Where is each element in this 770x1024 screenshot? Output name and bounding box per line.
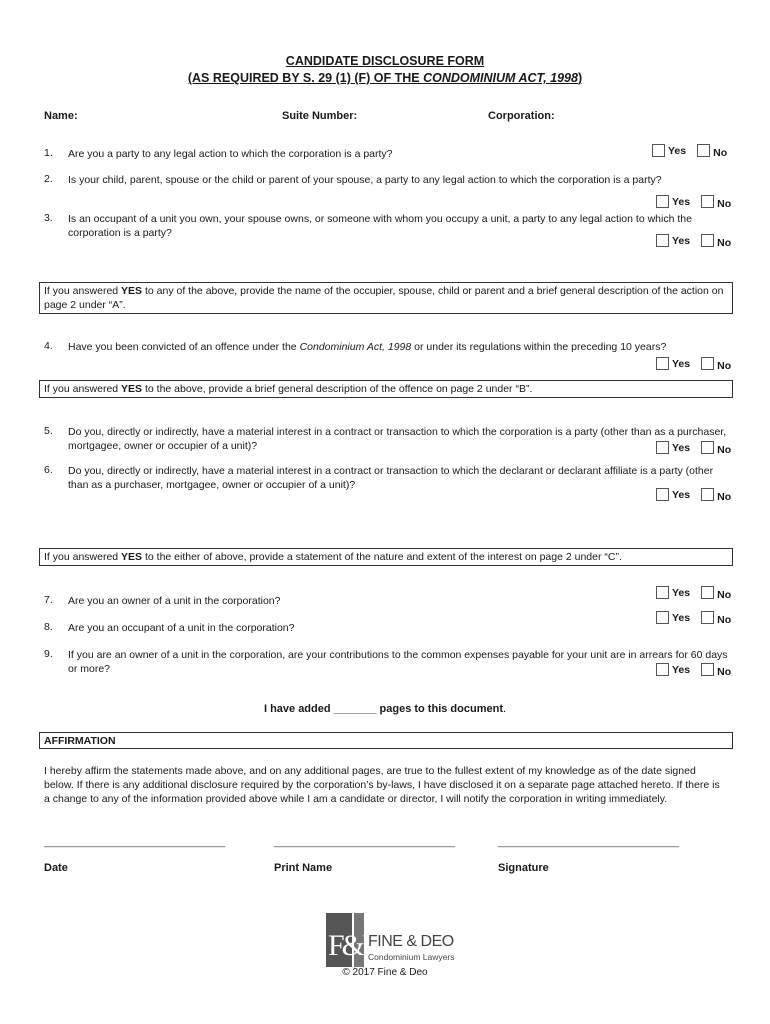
yes-label: Yes: [668, 145, 687, 157]
yes-label: Yes: [672, 664, 691, 676]
no-label: No: [713, 147, 728, 159]
date-line[interactable]: _______________________________: [44, 836, 226, 848]
q8-options: [656, 611, 731, 624]
print-name-line[interactable]: _______________________________: [274, 836, 456, 848]
signature-line[interactable]: _______________________________: [498, 836, 680, 848]
firm-name: FINE & DEO: [368, 933, 454, 950]
pages-added-text: I have added _______ pages to this document: [263, 703, 503, 715]
name-label: Name:: [44, 110, 78, 122]
q4-text-post: or under its regulations within the preceding 10 years?: [411, 341, 667, 353]
form-title: CANDIDATE DISCLOSURE FORM: [285, 54, 485, 68]
pages-added-line: [0, 703, 770, 715]
q1-text: Are you a party to any legal action to which the corporation is a party?: [68, 148, 393, 160]
q4-text-pre: Have you been convicted of an offence under the: [68, 341, 300, 353]
notice-c-yes: YES: [121, 551, 143, 563]
q1-yes-checkbox[interactable]: [652, 144, 665, 157]
yes-label: Yes: [672, 489, 691, 501]
notice-c-pre: If you answered: [44, 551, 122, 563]
copyright: © 2017 Fine & Deo: [342, 967, 428, 978]
q7-options: [656, 586, 731, 599]
q4-text: [68, 340, 733, 354]
pages-added-period: .: [502, 703, 507, 715]
no-label: No: [717, 589, 732, 601]
q8-no-checkbox[interactable]: [701, 611, 714, 624]
notice-a-post: to any of the above, provide the name of the occupier, spouse, child or parent and a brief general description of the action on page 2 under “A”.: [44, 285, 724, 311]
print-name-label: Print Name: [274, 862, 333, 874]
yes-label: Yes: [672, 612, 691, 624]
notice-b: [39, 380, 733, 398]
q1-options: [652, 144, 727, 157]
q8-text: Are you an occupant of a unit in the corporation?: [68, 622, 295, 634]
q1-number: 1.: [44, 147, 53, 159]
q4-options: [656, 357, 731, 370]
q5-text: Do you, directly or indirectly, have a material interest in a contract or transaction to which the corporation is a party (other than as a purchaser, mortgagee, owner or occupier of a unit)?: [68, 426, 727, 452]
q4-no-checkbox[interactable]: [701, 357, 714, 370]
affirmation-heading: AFFIRMATION: [39, 732, 733, 749]
q4-number: 4.: [44, 340, 53, 352]
no-label: No: [717, 360, 732, 372]
corporation-label: Corporation:: [488, 110, 555, 122]
logo-letters: F&D: [328, 929, 381, 962]
notice-a-pre: If you answered: [44, 285, 122, 297]
q6-number: 6.: [44, 464, 53, 476]
q8-number: 8.: [44, 621, 53, 633]
q9-no-checkbox[interactable]: [701, 663, 714, 676]
q9-options: [656, 663, 731, 676]
q1-no-checkbox[interactable]: [697, 144, 710, 157]
no-label: No: [717, 198, 732, 210]
q3-text: Is an occupant of a unit you own, your spouse owns, or someone with whom you occupy a unit, a party to any legal action to which the corporation is a party?: [68, 213, 692, 239]
q7-no-checkbox[interactable]: [701, 586, 714, 599]
q6-text: Do you, directly or indirectly, have a material interest in a contract or transaction to which the declarant or declarant affiliate is a party (other than as a purchaser, mortgagee, owner or occupier of a unit)?: [68, 465, 714, 491]
q3-number: 3.: [44, 212, 53, 224]
q6-yes-checkbox[interactable]: [656, 488, 669, 501]
no-label: No: [717, 614, 732, 626]
notice-b-pre: If you answered: [44, 383, 122, 395]
q7-yes-checkbox[interactable]: [656, 586, 669, 599]
notice-a: [39, 282, 733, 314]
q9-yes-checkbox[interactable]: [656, 663, 669, 676]
notice-b-yes: YES: [121, 383, 143, 395]
subtitle-prefix: (AS REQUIRED BY S. 29 (1) (F) OF THE: [187, 71, 424, 85]
q4-yes-checkbox[interactable]: [656, 357, 669, 370]
yes-label: Yes: [672, 196, 691, 208]
firm-logo: [326, 913, 455, 967]
notice-c: [39, 548, 733, 566]
no-label: No: [717, 666, 732, 678]
yes-label: Yes: [672, 587, 691, 599]
q9-number: 9.: [44, 648, 53, 660]
q6-options: [656, 488, 731, 501]
q2-no-checkbox[interactable]: [701, 195, 714, 208]
no-label: No: [717, 237, 732, 249]
q5-yes-checkbox[interactable]: [656, 441, 669, 454]
q9-text: If you are an owner of a unit in the corporation, are your contributions to the common expenses payable for your unit are in arrears for 60 days or more?: [68, 649, 728, 675]
q2-yes-checkbox[interactable]: [656, 195, 669, 208]
q7-number: 7.: [44, 594, 53, 606]
q2-text: Is your child, parent, spouse or the child or parent of your spouse, a party to any legal action to which the corporation is a party?: [68, 174, 662, 186]
no-label: No: [717, 491, 732, 503]
firm-tagline: Condominium Lawyers: [368, 952, 455, 962]
q4-act: Condominium Act, 1998: [299, 341, 412, 353]
no-label: No: [717, 444, 732, 456]
yes-label: Yes: [672, 235, 691, 247]
subtitle-act: CONDOMINIUM ACT, 1998: [423, 71, 578, 85]
q8-yes-checkbox[interactable]: [656, 611, 669, 624]
notice-b-post: to the above, provide a brief general description of the offence on page 2 under “B”.: [142, 383, 533, 395]
yes-label: Yes: [672, 442, 691, 454]
q5-options: [656, 441, 731, 454]
suite-number-label: Suite Number:: [282, 110, 358, 122]
signature-label: Signature: [498, 862, 549, 874]
q3-yes-checkbox[interactable]: [656, 234, 669, 247]
yes-label: Yes: [672, 358, 691, 370]
affirmation-body: I hereby affirm the statements made above, and on any additional pages, are true to the fullest extent of my knowledge as of the date signed below. If there is any additional disclosure required by the corporation’s by-laws, I have disclosed it on a separate page attached hereto. If there is a change to any of the information provided above while I am a candidate or director, I will notify the corporation in writing immediately.: [44, 765, 720, 805]
form-subtitle: [0, 71, 770, 85]
notice-c-post: to the either of above, provide a statement of the nature and extent of the interest on page 2 under “C”.: [142, 551, 622, 563]
q3-options: [656, 234, 731, 247]
q2-number: 2.: [44, 173, 53, 185]
q3-no-checkbox[interactable]: [701, 234, 714, 247]
date-label: Date: [44, 862, 68, 874]
q2-options: [656, 195, 731, 208]
subtitle-suffix: ): [577, 71, 583, 85]
q6-no-checkbox[interactable]: [701, 488, 714, 501]
q7-text: Are you an owner of a unit in the corporation?: [68, 595, 281, 607]
notice-a-yes: YES: [121, 285, 143, 297]
q5-no-checkbox[interactable]: [701, 441, 714, 454]
q5-number: 5.: [44, 425, 53, 437]
